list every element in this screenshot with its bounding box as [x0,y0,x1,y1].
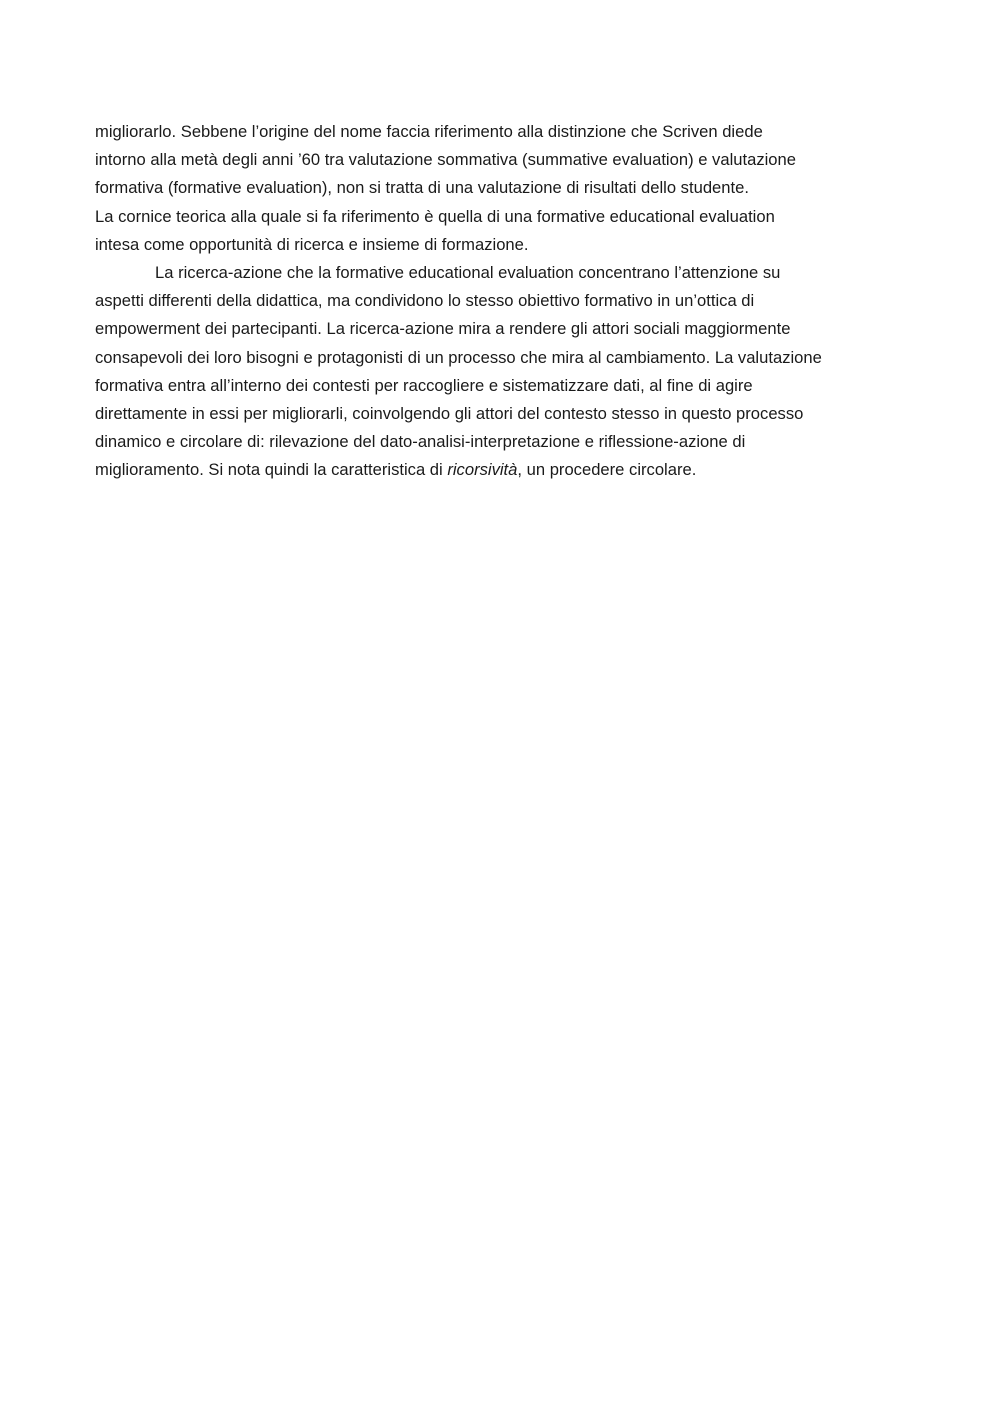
text-line: aspetti differenti della didattica, ma condividono lo stesso obiettivo formativo in un’ottica di [95,291,755,311]
body-text [95,118,915,485]
paragraph-1 [95,118,915,203]
text-line-indented: La ricerca-azione che la formative educational evaluation concentrano l’attenzione su [155,263,781,283]
text-line: direttamente in essi per migliorarli, coinvolgendo gli attori del contesto stesso in questo processo [95,404,804,424]
text-line: empowerment dei partecipanti. La ricerca-azione mira a rendere gli attori sociali maggiormente [95,319,791,339]
paragraph-2 [95,203,915,259]
text-line: La cornice teorica alla quale si fa riferimento è quella di una formative educational evaluation [95,206,775,226]
text-segment: , un procedere circolare. [517,460,697,480]
text-segment: miglioramento. Si nota quindi la caratteristica di [95,460,448,480]
text-line: dinamico e circolare di: rilevazione del dato-analisi-interpretazione e riflessione-azione di [95,432,746,452]
text-line-last [95,456,915,484]
text-line: formativa entra all’interno dei contesti per raccogliere e sistematizzare dati, al fine di agire [95,375,753,395]
text-line: consapevoli dei loro bisogni e protagonisti di un processo che mira al cambiamento. La valutazione [95,347,822,367]
text-line: migliorarlo. Sebbene l’origine del nome faccia riferimento alla distinzione che Scriven diede [95,122,763,141]
text-line: formativa (formative evaluation), non si tratta di una valutazione di risultati dello studente. [95,178,749,198]
italic-term: ricorsività [447,460,518,480]
paragraph-3 [95,259,915,485]
text-line: intorno alla metà degli anni ’60 tra valutazione sommativa (summative evaluation) e valutazione [95,150,796,170]
text-line: intesa come opportunità di ricerca e insieme di formazione. [95,234,529,254]
